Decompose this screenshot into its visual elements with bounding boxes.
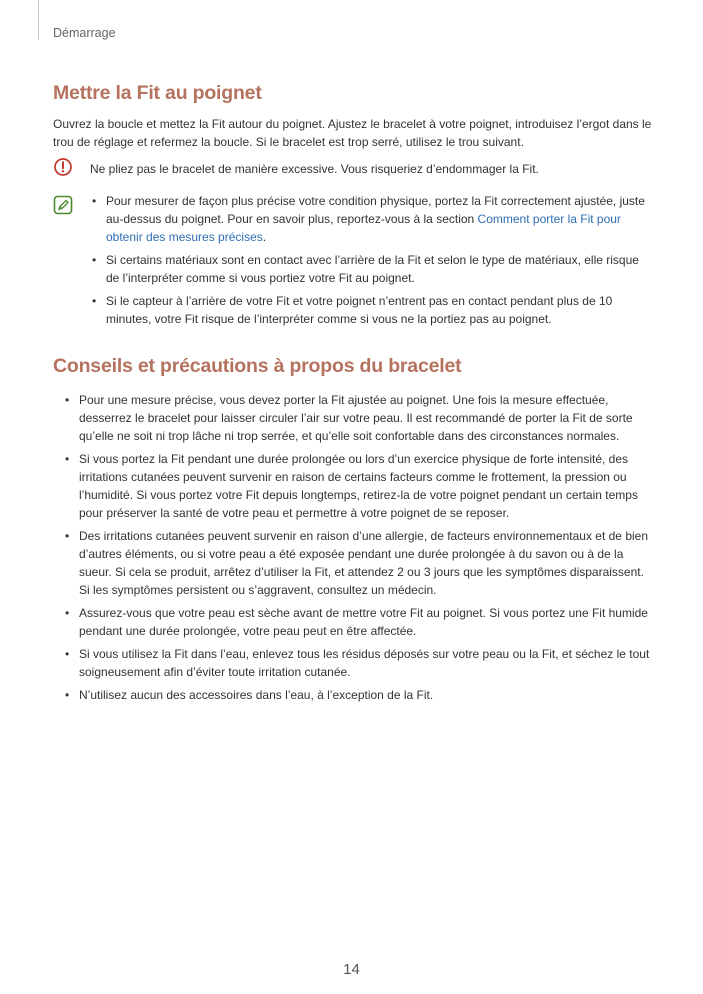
band-tips-list <box>64 391 656 709</box>
caution-icon <box>53 157 73 177</box>
wear-fit-link[interactable]: Comment porter la Fit pour obtenir des mesures précises <box>106 212 621 244</box>
tip-item-text: Pour mesurer de façon plus précise votre condition physique, portez la Fit correctement ajustée, juste au-dessus du poignet. Pour en savoir plus, reportez-vous à la section <box>106 194 645 226</box>
section-title-band-tips: Conseils et précautions à propos du bracelet <box>53 355 462 377</box>
tip-item: • Si certains matériaux sont en contact avec l’arrière de la Fit et selon le type de matériaux, elle risque de l’interpréter comme si vous portiez votre Fit au poignet. <box>91 251 651 287</box>
page-number: 14 <box>343 961 360 978</box>
caution-text: Ne pliez pas le bracelet de manière excessive. Vous risqueriez d’endommager la Fit. <box>90 162 539 176</box>
section-title-wearing: Mettre la Fit au poignet <box>53 82 262 104</box>
intro-paragraph: Ouvrez la boucle et mettez la Fit autour du poignet. Ajustez le bracelet à votre poignet, introduisez l’ergot dans le trou de réglage et refermez la boucle. Si le bracelet est trop serré, utilisez le trou suivant. <box>53 117 652 149</box>
margin-line <box>38 0 39 40</box>
list-item: • N’utilisez aucun des accessoires dans l’eau, à l’exception de la Fit. <box>64 686 656 704</box>
section-label: Démarrage <box>53 26 116 40</box>
list-item: • Des irritations cutanées peuvent survenir en raison d’une allergie, de facteurs environnementaux et de bien d’autres éléments, ou si votre peau a été exposée pendant une durée prolongée à du savon ou à de la sueur. Si cela se produit, arrêtez d’utiliser la Fit, et attendez 2 ou 3 jours que les symptômes disparaissent. Si les symptômes persistent ou s’aggravent, consultez un médecin. <box>64 527 656 599</box>
tip-item <box>91 192 651 246</box>
tip-item: • Si le capteur à l’arrière de votre Fit et votre poignet n’entrent pas en contact pendant plus de 10 minutes, votre Fit risque de l’interpréter comme si vous ne la portiez pas au poignet. <box>91 292 651 328</box>
list-item: • Si vous utilisez la Fit dans l’eau, enlevez tous les résidus déposés sur votre peau ou la Fit, et séchez le tout soigneusement afin d’éviter toute irritation cutanée. <box>64 645 656 681</box>
tip-pencil-icon <box>53 195 73 215</box>
tip-list <box>91 192 651 333</box>
tip-item-end: . <box>262 230 267 244</box>
list-item: • Si vous portez la Fit pendant une durée prolongée ou lors d’un exercice physique de forte intensité, des irritations cutanées peuvent survenir en raison de certains facteurs comme le frottement, la pression ou l’humidité. Si vous portez votre Fit depuis longtemps, retirez-la de votre poignet pendant un certain temps pour préserver la santé de votre peau et permettre à votre poignet de se reposer. <box>64 450 656 522</box>
list-item: • Assurez-vous que votre peau est sèche avant de mettre votre Fit au poignet. Si vous portez une Fit humide pendant une durée prolongée, votre peau peut en être affectée. <box>64 604 656 640</box>
list-item: • Pour une mesure précise, vous devez porter la Fit ajustée au poignet. Une fois la mesure effectuée, desserrez le bracelet pour laisser circuler l’air sur votre peau. Il est recommandé de porter la Fit de sorte qu’elle ne soit ni trop lâche ni trop serrée, et qu’elle soit confortable dans des circonstances normales. <box>64 391 656 445</box>
